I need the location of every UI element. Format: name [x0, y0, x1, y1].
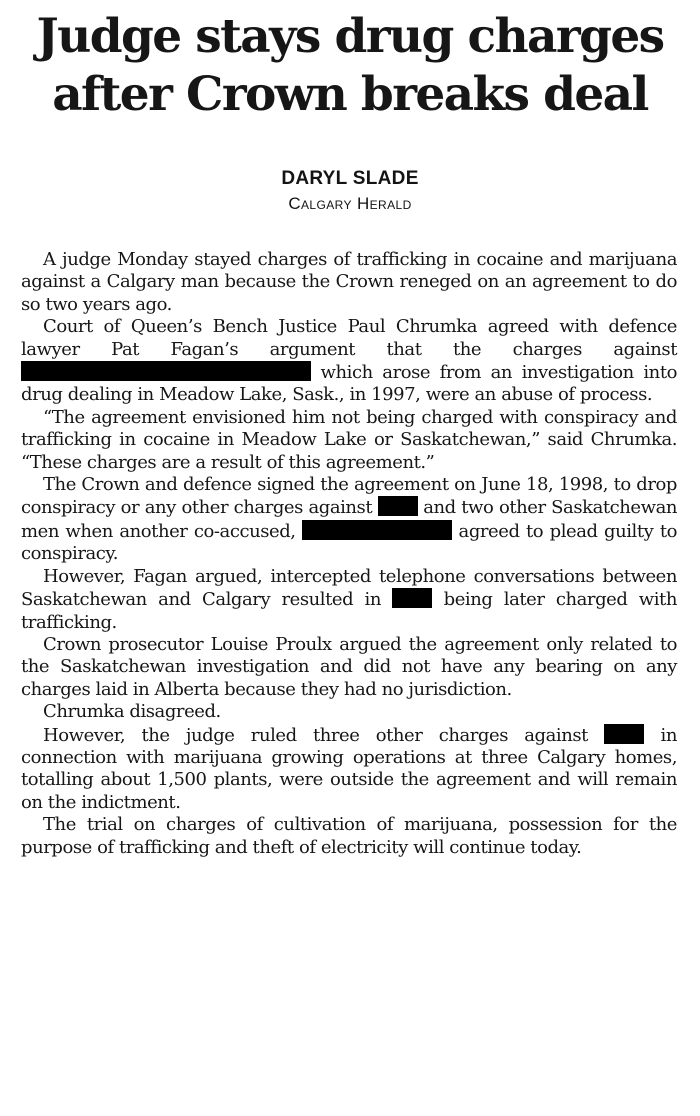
byline-outlet: Calgary Herald	[288, 194, 412, 213]
article-body	[21, 249, 677, 859]
paragraph-2-text-b: which arose from an investigation into drug dealing in Meadow Lake, Sask., in 1997, were an abuse of process.	[21, 362, 677, 406]
paragraph-5-text-b: being later charged with trafficking.	[21, 589, 677, 633]
redaction-box	[21, 361, 311, 381]
paragraph-4-text-c: agreed to plead guilty to conspiracy.	[21, 520, 678, 565]
paragraph-1: A judge Monday stayed charges of trafficking in cocaine and marijuana against a Calgary man because the Crown reneged on an agreement to do so two years ago.	[21, 249, 677, 315]
paragraph-5-text-a: However, Fagan argued, intercepted telephone conversations between Saskatchewan and Calgary resulted in	[21, 565, 677, 611]
paragraph-4-text-b: and two other Saskatchewan men when another co-accused,	[21, 497, 677, 542]
headline	[0, 8, 700, 124]
redaction-box	[604, 724, 644, 744]
redaction-box	[302, 520, 452, 540]
redaction-box	[392, 588, 432, 608]
paragraph-2	[21, 316, 677, 407]
redaction-box	[378, 496, 418, 516]
headline-line-1: Judge stays drug charges	[36, 9, 664, 64]
paragraph-4-text-a: The Crown and defence signed the agreement on June 18, 1998, to drop conspiracy or any other charges against	[21, 474, 677, 519]
paragraph-6: Crown prosecutor Louise Proulx argued the agreement only related to the Saskatchewan investigation and did not have any bearing on any charges laid in Alberta because they had no jurisdiction.	[21, 633, 677, 700]
paragraph-7: Chrumka disagreed.	[43, 701, 221, 723]
paragraph-8-text-a: However, the judge ruled three other charges against	[43, 724, 605, 746]
paragraph-2-text-a: Court of Queen’s Bench Justice Paul Chrumka agreed with defence lawyer Pat Fagan’s argument that the charges against	[21, 316, 677, 360]
paragraph-5	[21, 566, 677, 634]
paragraph-3: “The agreement envisioned him not being charged with conspiracy and trafficking in cocaine in Meadow Lake or Saskatchewan,” said Chrumka. “These charges are a result of this agreement.”	[21, 406, 677, 473]
byline-author: DARYL SLADE	[281, 168, 419, 189]
paragraph-8-text-b: in connection with marijuana growing operations at three Calgary homes, totalling about 1,500 plants, were outside the agreement and will remain on the indictment.	[21, 724, 677, 813]
paragraph-8	[21, 724, 677, 815]
paragraph-9: The trial on charges of cultivation of marijuana, possession for the purpose of trafficking and theft of electricity will continue today.	[21, 814, 677, 858]
headline-line-2: after Crown breaks deal	[52, 67, 648, 122]
paragraph-4	[21, 474, 677, 566]
byline	[0, 166, 700, 216]
